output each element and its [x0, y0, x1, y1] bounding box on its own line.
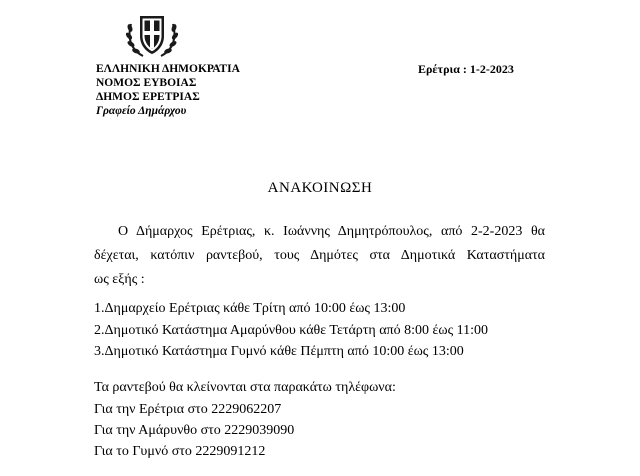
schedule-item: 1.Δημαρχείο Ερέτριας κάθε Τρίτη από 10:00 έως 13:00	[94, 301, 406, 316]
document-title: ΑΝΑΚΟΙΝΩΣΗ	[267, 180, 373, 196]
intro-line-1: Ο Δήμαρχος Ερέτριας, κ. Ιωάννης Δημητρόπουλος, από 2-2-2023 θα	[118, 224, 545, 239]
issuer-municipality: ΔΗΜΟΣ ΕΡΕΤΡΙΑΣ	[96, 91, 200, 103]
document-date: Ερέτρια : 1-2-2023	[418, 62, 514, 76]
schedule-item: 3.Δημοτικό Κατάστημα Γυμνό κάθε Πέμπτη από 10:00 έως 13:00	[94, 344, 464, 359]
greek-state-emblem	[123, 10, 181, 60]
intro-paragraph	[94, 220, 545, 292]
issuer-office: Γραφείο Δημάρχου	[96, 105, 187, 117]
issuer-block	[96, 62, 240, 118]
phone-item: Για την Αμάρυνθο στο 2229039090	[94, 423, 295, 438]
intro-line-2: δέχεται, κατόπιν ραντεβού, τους Δημότες στα Δημοτικά Καταστήματα	[94, 248, 545, 263]
phones-heading: Τα ραντεβού θα κλείνονται στα παρακάτω τηλέφωνα:	[94, 380, 396, 395]
intro-line-3: ως εξής :	[94, 272, 145, 287]
issuer-republic: ΕΛΛΗΝΙΚΗ ΔΗΜΟΚΡΑΤΙΑ	[96, 63, 240, 75]
phone-item: Για την Ερέτρια στο 2229062207	[94, 402, 282, 417]
phone-item: Για το Γυμνό στο 2229091212	[94, 444, 266, 459]
issuer-prefecture: ΝΟΜΟΣ ΕΥΒΟΙΑΣ	[96, 77, 197, 89]
schedule-item: 2.Δημοτικό Κατάστημα Αμαρύνθου κάθε Τετάρτη από 8:00 έως 11:00	[94, 323, 489, 338]
